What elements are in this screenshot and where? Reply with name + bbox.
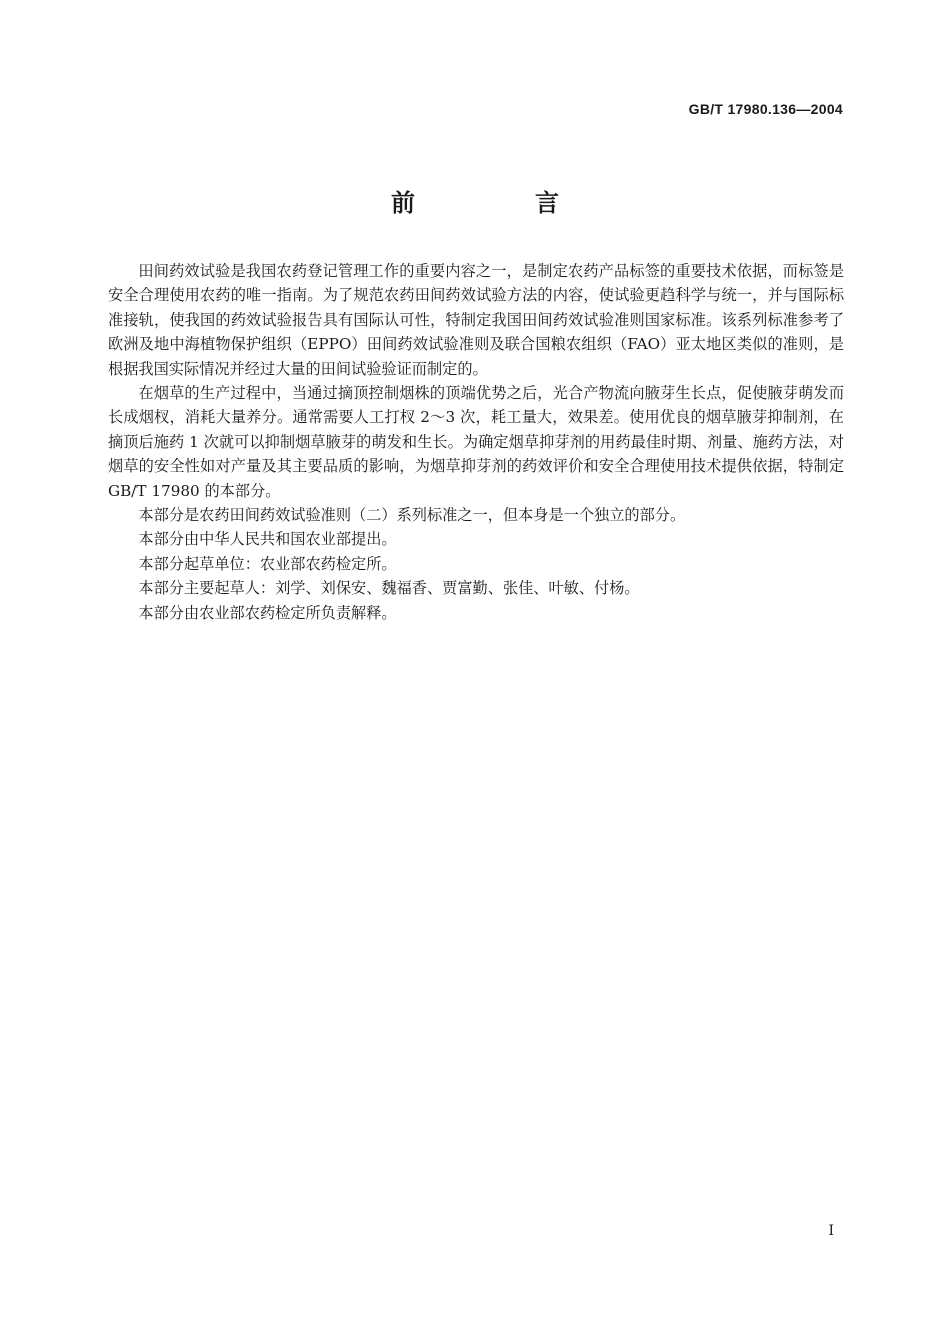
paragraph: 田间药效试验是我国农药登记管理工作的重要内容之一，是制定农药产品标签的重要技术依据，而标签是安全合理使用农药的唯一指南。为了规范农药田间药效试验方法的内容，使试验更趋科学与统一，并与国际标准接轨，使我国的药效试验报告具有国际认可性，特制定我国田间药效试验准则国家标准。该系列标准参考了欧洲及地中海植物保护组织（EPPO）田间药效试验准则及联合国粮农组织（FAO）亚太地区类似的准则，是根据我国实际情况并经过大量的田间试验验证而制定的。	[108, 262, 844, 378]
paragraph: 在烟草的生产过程中，当通过摘顶控制烟株的顶端优势之后，光合产物流向腋芽生长点，促使腋芽萌发而长成烟杈，消耗大量养分。通常需要人工打杈 2～3 次，耗工量大，效果差。使用优良的烟草腋芽抑制剂，在摘顶后施药 1 次就可以抑制烟草腋芽的萌发和生长。为确定烟草抑芽剂的用药最佳时期、剂量、施药方法，对烟草的安全性如对产量及其主要品质的影响，为烟草抑芽剂的药效评价和安全合理使用技术提供依据，特制定 GB/T 17980 的本部分。	[108, 384, 844, 500]
page-title: 前 言	[391, 189, 607, 217]
page-number: I	[828, 1223, 834, 1239]
paragraph: 本部分起草单位：农业部农药检定所。	[138, 554, 397, 573]
paragraph: 本部分是农药田间药效试验准则（二）系列标准之一，但本身是一个独立的部分。	[138, 506, 686, 525]
paragraph: 本部分由农业部农药检定所负责解释。	[138, 603, 397, 622]
paragraph: 本部分由中华人民共和国农业部提出。	[138, 530, 397, 549]
standard-number: GB/T 17980.136—2004	[688, 101, 843, 117]
foreword-body	[108, 259, 844, 625]
paragraph: 本部分主要起草人：刘学、刘保安、魏福香、贾富勤、张佳、叶敏、付杨。	[138, 579, 640, 598]
